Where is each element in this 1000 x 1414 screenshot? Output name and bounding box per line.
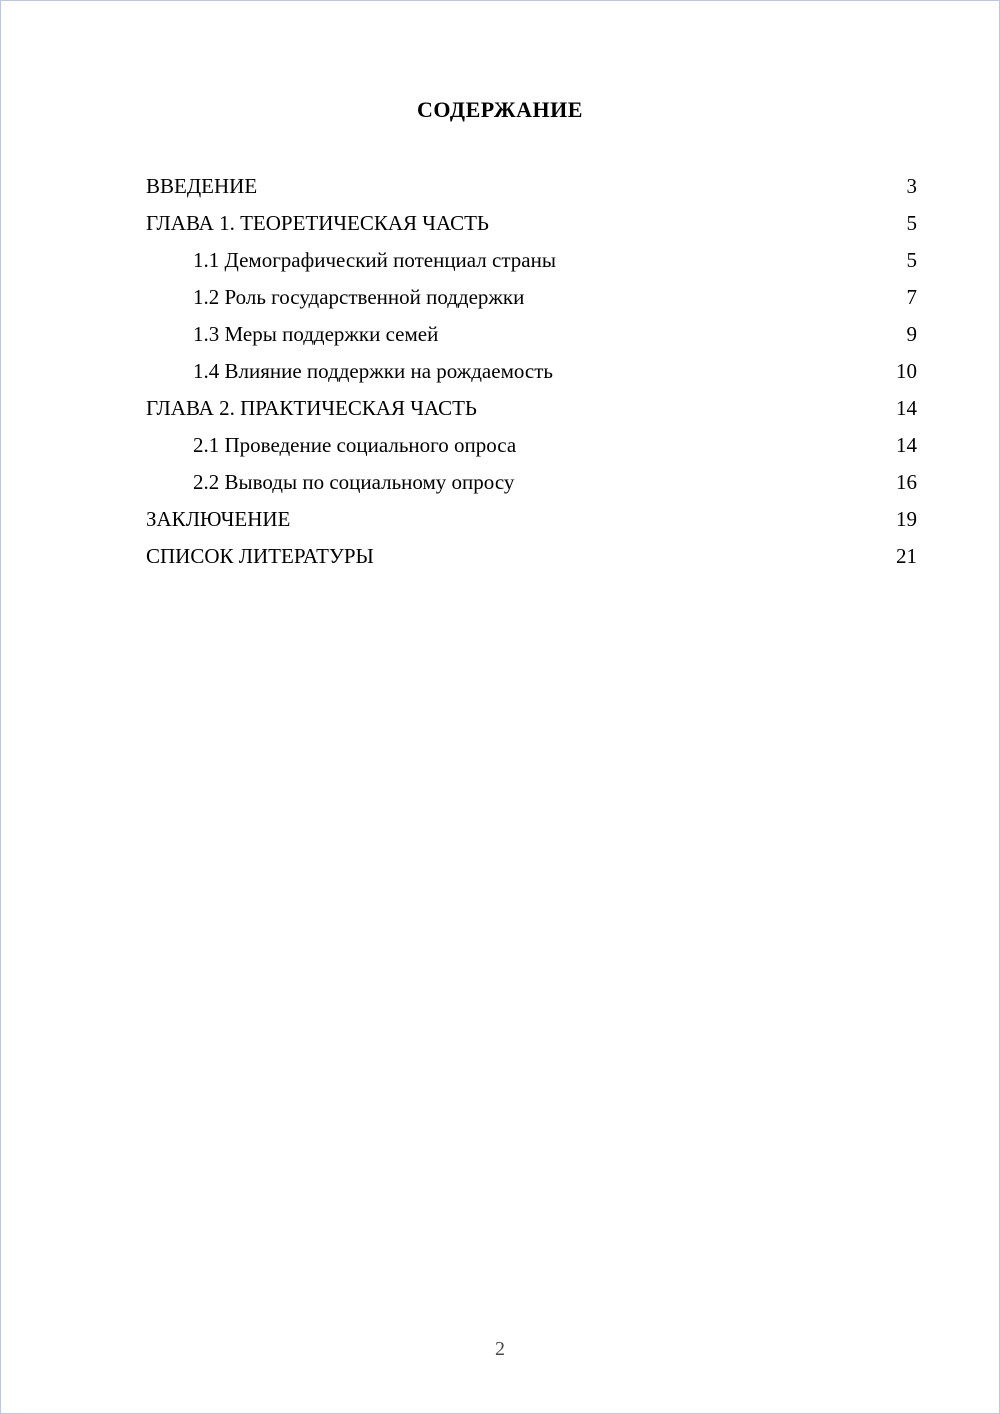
toc-entry-label: 1.1 Демографический потенциал страны: [193, 248, 556, 272]
toc-entry-page: 7: [906, 285, 917, 309]
toc-entry-label: ГЛАВА 2. ПРАКТИЧЕСКАЯ ЧАСТЬ: [146, 396, 477, 420]
toc-entry: [146, 168, 917, 205]
toc-entry-label: 1.4 Влияние поддержки на рождаемость: [193, 359, 553, 383]
toc-entry: [146, 205, 917, 242]
toc-entry: [146, 279, 917, 316]
toc-entry-label: ВВЕДЕНИЕ: [146, 174, 258, 198]
toc-entry: [146, 538, 917, 575]
toc-entry: [146, 464, 917, 501]
toc-entry-label: ГЛАВА 1. ТЕОРЕТИЧЕСКАЯ ЧАСТЬ: [146, 211, 489, 235]
toc-entry-page: 14: [896, 433, 917, 457]
toc-entry: [146, 316, 917, 353]
toc-entry-label: СПИСОК ЛИТЕРАТУРЫ: [146, 544, 374, 568]
toc-entry-page: 9: [906, 322, 917, 346]
toc-entry: [146, 427, 917, 464]
toc-entry: [146, 242, 917, 279]
toc-entry-page: 21: [896, 544, 917, 568]
toc-entry-page: 19: [896, 507, 917, 531]
toc-entry-page: 16: [896, 470, 917, 494]
toc-entry-page: 5: [906, 248, 917, 272]
toc-entry-label: ЗАКЛЮЧЕНИЕ: [146, 507, 291, 531]
toc-entry: [146, 390, 917, 427]
toc-entry-page: 14: [896, 396, 917, 420]
toc-entry-label: 1.3 Меры поддержки семей: [193, 322, 439, 346]
toc-entry: [146, 501, 917, 538]
toc-list: [146, 168, 917, 575]
toc-entry-page: 3: [906, 174, 917, 198]
toc-entry-label: 2.2 Выводы по социальному опросу: [193, 470, 515, 494]
footer-page-number: 2: [495, 1338, 505, 1360]
toc-entry-page: 10: [896, 359, 917, 383]
toc-entry-label: 2.1 Проведение социального опроса: [193, 433, 517, 457]
toc-entry: [146, 353, 917, 390]
toc-entry-label: 1.2 Роль государственной поддержки: [193, 285, 525, 309]
page-title: СОДЕРЖАНИЕ: [417, 97, 583, 122]
toc-entry-page: 5: [906, 211, 917, 235]
